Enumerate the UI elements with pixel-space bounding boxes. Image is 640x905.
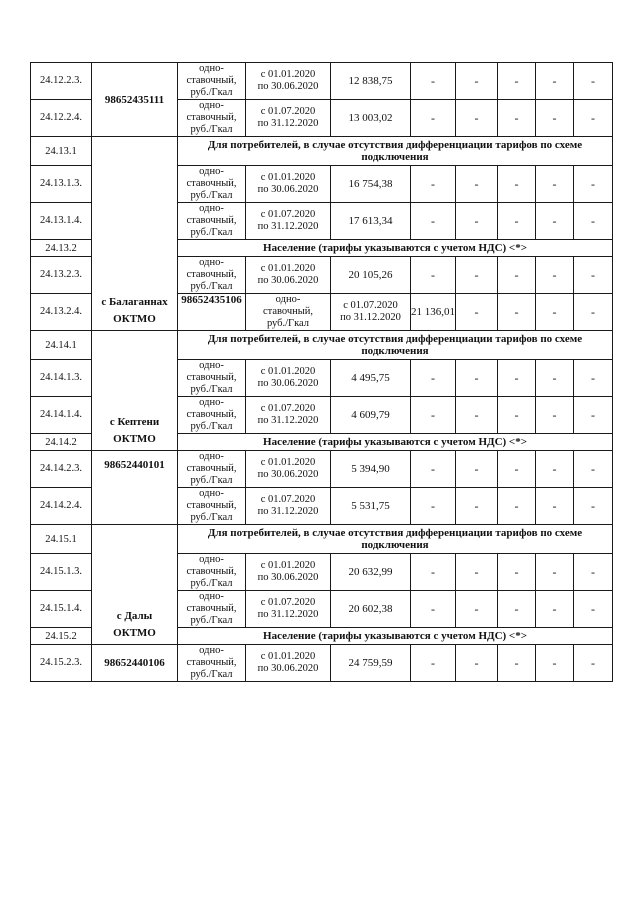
- unit-line: ставочный,: [186, 269, 237, 280]
- dash-cell: -: [498, 100, 536, 137]
- unit-line: одно-: [199, 63, 224, 74]
- row-code: 24.15.1.3.: [31, 554, 92, 591]
- dash-cell: -: [536, 591, 574, 628]
- dash-cell: -: [411, 63, 456, 100]
- unit-line: ставочный,: [186, 215, 237, 226]
- period-line: по 30.06.2020: [257, 378, 319, 389]
- settlement-code-cell: [178, 294, 246, 331]
- row-code: 24.15.2: [31, 628, 92, 645]
- row-code: 24.15.1.4.: [31, 591, 92, 628]
- period-cell: [246, 360, 331, 397]
- unit-line: одно-: [199, 451, 224, 462]
- settlement-name: с Кептени: [109, 416, 160, 428]
- dash-cell: -: [456, 360, 498, 397]
- dash-cell: -: [574, 488, 613, 525]
- unit-line: одно-: [199, 645, 224, 656]
- row-code: 24.13.2.4.: [31, 294, 92, 331]
- dash-cell: -: [498, 645, 536, 682]
- unit-line: одно-: [199, 488, 224, 499]
- period-line: с 01.07.2020: [343, 300, 398, 311]
- dash-cell: -: [574, 554, 613, 591]
- period-cell: [331, 294, 411, 331]
- section-header: [178, 137, 613, 166]
- dash-cell: -: [574, 203, 613, 240]
- header-line: Для потребителей, в случае отсутствия дифференциации тарифов по схеме: [207, 527, 583, 539]
- row-code: 24.13.1: [31, 137, 92, 166]
- dash-cell: -: [456, 645, 498, 682]
- unit-line: одно-: [199, 203, 224, 214]
- row-code: 24.13.2: [31, 240, 92, 257]
- table-row: [31, 63, 613, 100]
- unit-line: руб./Гкал: [266, 318, 310, 329]
- header-line: подключения: [361, 345, 429, 357]
- dash-cell: -: [411, 203, 456, 240]
- settlement-name: с Далы: [116, 610, 153, 622]
- period-line: по 30.06.2020: [257, 81, 319, 92]
- period-line: с 01.07.2020: [260, 209, 316, 220]
- dash-cell: -: [456, 488, 498, 525]
- period-cell: [246, 100, 331, 137]
- settlement-oktmo: ОКТМО: [113, 627, 156, 639]
- dash-cell: -: [498, 166, 536, 203]
- tariff-value: 4 609,79: [331, 397, 411, 434]
- dash-cell: -: [411, 166, 456, 203]
- dash-cell: -: [536, 100, 574, 137]
- unit-line: ставочный,: [186, 178, 237, 189]
- dash-cell: -: [411, 360, 456, 397]
- period-cell: [246, 451, 331, 488]
- tariff-value: 12 838,75: [331, 63, 411, 100]
- period-line: с 01.07.2020: [260, 597, 316, 608]
- unit-line: ставочный,: [186, 409, 237, 420]
- period-cell: [246, 166, 331, 203]
- period-line: с 01.01.2020: [260, 560, 316, 571]
- unit-line: ставочный,: [262, 306, 314, 317]
- dash-cell: -: [456, 203, 498, 240]
- unit-line: руб./Гкал: [190, 421, 233, 432]
- dash-cell: -: [456, 257, 498, 294]
- tariff-value: 4 495,75: [331, 360, 411, 397]
- header-line: подключения: [361, 151, 429, 163]
- unit-line: ставочный,: [186, 603, 237, 614]
- unit-cell: [178, 166, 246, 203]
- unit-line: одно-: [199, 100, 224, 111]
- unit-cell: [178, 63, 246, 100]
- tariff-value: 5 394,90: [331, 451, 411, 488]
- dash-cell: -: [456, 166, 498, 203]
- table-row: [31, 331, 613, 360]
- period-line: с 01.01.2020: [260, 69, 316, 80]
- dash-cell: -: [574, 166, 613, 203]
- dash-cell: -: [574, 360, 613, 397]
- settlement-cell: [92, 525, 178, 645]
- tariff-value: 24 759,59: [331, 645, 411, 682]
- period-line: по 31.12.2020: [257, 609, 319, 620]
- dash-cell: -: [498, 451, 536, 488]
- section-header: Население (тарифы указываются с учетом НДС) <*>: [178, 240, 613, 257]
- period-line: по 30.06.2020: [257, 572, 319, 583]
- unit-cell: [178, 257, 246, 294]
- unit-line: руб./Гкал: [190, 87, 233, 98]
- row-code: 24.12.2.4.: [31, 100, 92, 137]
- settlement-oktmo: ОКТМО: [113, 433, 156, 445]
- unit-line: ставочный,: [186, 566, 237, 577]
- settlement-code-cell: [92, 645, 178, 682]
- tariff-value: 20 105,26: [331, 257, 411, 294]
- tariff-value: 20 602,38: [331, 591, 411, 628]
- dash-cell: -: [574, 257, 613, 294]
- unit-line: руб./Гкал: [190, 512, 233, 523]
- period-cell: [246, 488, 331, 525]
- dash-cell: -: [456, 397, 498, 434]
- unit-line: одно-: [199, 257, 224, 268]
- settlement-code: 98652440101: [104, 459, 165, 471]
- unit-line: одно-: [199, 166, 224, 177]
- unit-cell: [178, 100, 246, 137]
- period-cell: [246, 591, 331, 628]
- table-row: [31, 645, 613, 682]
- row-code: 24.13.2.3.: [31, 257, 92, 294]
- unit-line: одно-: [199, 554, 224, 565]
- settlement-name: с Балаганнах: [101, 296, 168, 308]
- dash-cell: -: [498, 203, 536, 240]
- unit-line: ставочный,: [186, 500, 237, 511]
- row-code: 24.14.2.3.: [31, 451, 92, 488]
- unit-cell: [178, 488, 246, 525]
- dash-cell: -: [411, 257, 456, 294]
- period-line: по 31.12.2020: [257, 415, 319, 426]
- dash-cell: -: [498, 488, 536, 525]
- row-code: 24.14.1.3.: [31, 360, 92, 397]
- period-line: по 30.06.2020: [257, 663, 319, 674]
- dash-cell: -: [411, 488, 456, 525]
- tariff-value: 5 531,75: [331, 488, 411, 525]
- settlement-cell: [92, 63, 178, 137]
- period-cell: [246, 397, 331, 434]
- unit-line: руб./Гкал: [190, 578, 233, 589]
- table-row: [31, 525, 613, 554]
- period-line: с 01.01.2020: [260, 366, 316, 377]
- period-line: по 31.12.2020: [257, 118, 319, 129]
- period-line: с 01.01.2020: [260, 172, 316, 183]
- dash-cell: -: [536, 360, 574, 397]
- unit-line: руб./Гкал: [190, 190, 233, 201]
- period-line: с 01.07.2020: [260, 494, 316, 505]
- settlement-oktmo: ОКТМО: [113, 313, 156, 325]
- dash-cell: -: [536, 166, 574, 203]
- unit-line: руб./Гкал: [190, 475, 233, 486]
- unit-cell: [178, 203, 246, 240]
- dash-cell: -: [411, 554, 456, 591]
- section-header: [178, 525, 613, 554]
- tariff-value: 17 613,34: [331, 203, 411, 240]
- period-line: по 31.12.2020: [257, 221, 319, 232]
- unit-cell: [246, 294, 331, 331]
- unit-line: ставочный,: [186, 75, 237, 86]
- period-cell: [246, 554, 331, 591]
- dash-cell: -: [536, 294, 574, 331]
- period-line: с 01.01.2020: [260, 457, 316, 468]
- row-code: 24.14.1.4.: [31, 397, 92, 434]
- unit-cell: [178, 397, 246, 434]
- period-line: по 31.12.2020: [257, 506, 319, 517]
- row-code: 24.14.2.4.: [31, 488, 92, 525]
- unit-line: руб./Гкал: [190, 227, 233, 238]
- dash-cell: -: [411, 645, 456, 682]
- unit-line: ставочный,: [186, 463, 237, 474]
- settlement-cell: [92, 331, 178, 451]
- row-code: 24.15.2.3.: [31, 645, 92, 682]
- header-line: Для потребителей, в случае отсутствия дифференциации тарифов по схеме: [207, 333, 583, 345]
- tariff-table: [30, 62, 613, 682]
- dash-cell: -: [574, 451, 613, 488]
- dash-cell: -: [498, 397, 536, 434]
- period-line: с 01.01.2020: [260, 651, 316, 662]
- unit-line: ставочный,: [186, 657, 237, 668]
- unit-line: одно-: [199, 591, 224, 602]
- period-cell: [246, 645, 331, 682]
- settlement-code: 98652435111: [104, 93, 165, 106]
- dash-cell: -: [456, 591, 498, 628]
- unit-line: одно-: [199, 360, 224, 371]
- row-code: 24.14.2: [31, 434, 92, 451]
- unit-line: руб./Гкал: [190, 281, 233, 292]
- tariff-value: 13 003,02: [331, 100, 411, 137]
- tariff-value: 16 754,38: [331, 166, 411, 203]
- period-cell: [246, 203, 331, 240]
- header-line: подключения: [361, 539, 429, 551]
- settlement-code: 98652435106: [181, 294, 242, 306]
- dash-cell: -: [574, 397, 613, 434]
- settlement-code: 98652440106: [104, 657, 165, 669]
- unit-cell: [178, 554, 246, 591]
- unit-cell: [178, 645, 246, 682]
- dash-cell: -: [456, 100, 498, 137]
- period-line: с 01.01.2020: [260, 263, 316, 274]
- dash-cell: -: [411, 451, 456, 488]
- unit-line: одно-: [275, 294, 301, 305]
- header-line: Для потребителей, в случае отсутствия дифференциации тарифов по схеме: [207, 139, 583, 151]
- dash-cell: -: [411, 591, 456, 628]
- period-line: по 30.06.2020: [257, 184, 319, 195]
- dash-cell: -: [536, 488, 574, 525]
- dash-cell: -: [536, 645, 574, 682]
- section-header: Население (тарифы указываются с учетом НДС) <*>: [178, 628, 613, 645]
- dash-cell: -: [456, 451, 498, 488]
- dash-cell: -: [574, 645, 613, 682]
- dash-cell: -: [498, 257, 536, 294]
- dash-cell: -: [574, 100, 613, 137]
- dash-cell: -: [574, 63, 613, 100]
- unit-line: руб./Гкал: [190, 124, 233, 135]
- row-code: 24.15.1: [31, 525, 92, 554]
- row-code: 24.13.1.3.: [31, 166, 92, 203]
- settlement-cell: [92, 137, 178, 331]
- period-cell: [246, 257, 331, 294]
- unit-line: руб./Гкал: [190, 669, 233, 680]
- dash-cell: -: [536, 554, 574, 591]
- dash-cell: -: [498, 63, 536, 100]
- dash-cell: -: [536, 397, 574, 434]
- section-header: [178, 331, 613, 360]
- period-line: по 31.12.2020: [340, 312, 401, 323]
- tariff-value: 21 136,01: [411, 294, 456, 331]
- period-cell: [246, 63, 331, 100]
- dash-cell: -: [536, 203, 574, 240]
- table-row: [31, 451, 613, 488]
- row-code: 24.14.1: [31, 331, 92, 360]
- dash-cell: -: [536, 257, 574, 294]
- unit-line: руб./Гкал: [190, 615, 233, 626]
- unit-line: ставочный,: [186, 112, 237, 123]
- period-line: по 30.06.2020: [257, 469, 319, 480]
- unit-line: одно-: [199, 397, 224, 408]
- unit-cell: [178, 591, 246, 628]
- dash-cell: -: [536, 451, 574, 488]
- row-code: 24.13.1.4.: [31, 203, 92, 240]
- settlement-code-cell: [92, 451, 178, 525]
- dash-cell: -: [574, 591, 613, 628]
- table-row: [31, 137, 613, 166]
- dash-cell: -: [411, 397, 456, 434]
- dash-cell: -: [456, 63, 498, 100]
- dash-cell: -: [498, 360, 536, 397]
- dash-cell: -: [456, 554, 498, 591]
- tariff-value: 20 632,99: [331, 554, 411, 591]
- period-line: с 01.07.2020: [260, 106, 316, 117]
- unit-line: ставочный,: [186, 372, 237, 383]
- dash-cell: -: [456, 294, 498, 331]
- dash-cell: -: [411, 100, 456, 137]
- dash-cell: -: [536, 63, 574, 100]
- dash-cell: -: [574, 294, 613, 331]
- unit-cell: [178, 360, 246, 397]
- dash-cell: -: [498, 294, 536, 331]
- dash-cell: -: [498, 591, 536, 628]
- dash-cell: -: [498, 554, 536, 591]
- unit-line: руб./Гкал: [190, 384, 233, 395]
- unit-cell: [178, 451, 246, 488]
- period-line: по 30.06.2020: [257, 275, 319, 286]
- section-header: Население (тарифы указываются с учетом НДС) <*>: [178, 434, 613, 451]
- period-line: с 01.07.2020: [260, 403, 316, 414]
- row-code: 24.12.2.3.: [31, 63, 92, 100]
